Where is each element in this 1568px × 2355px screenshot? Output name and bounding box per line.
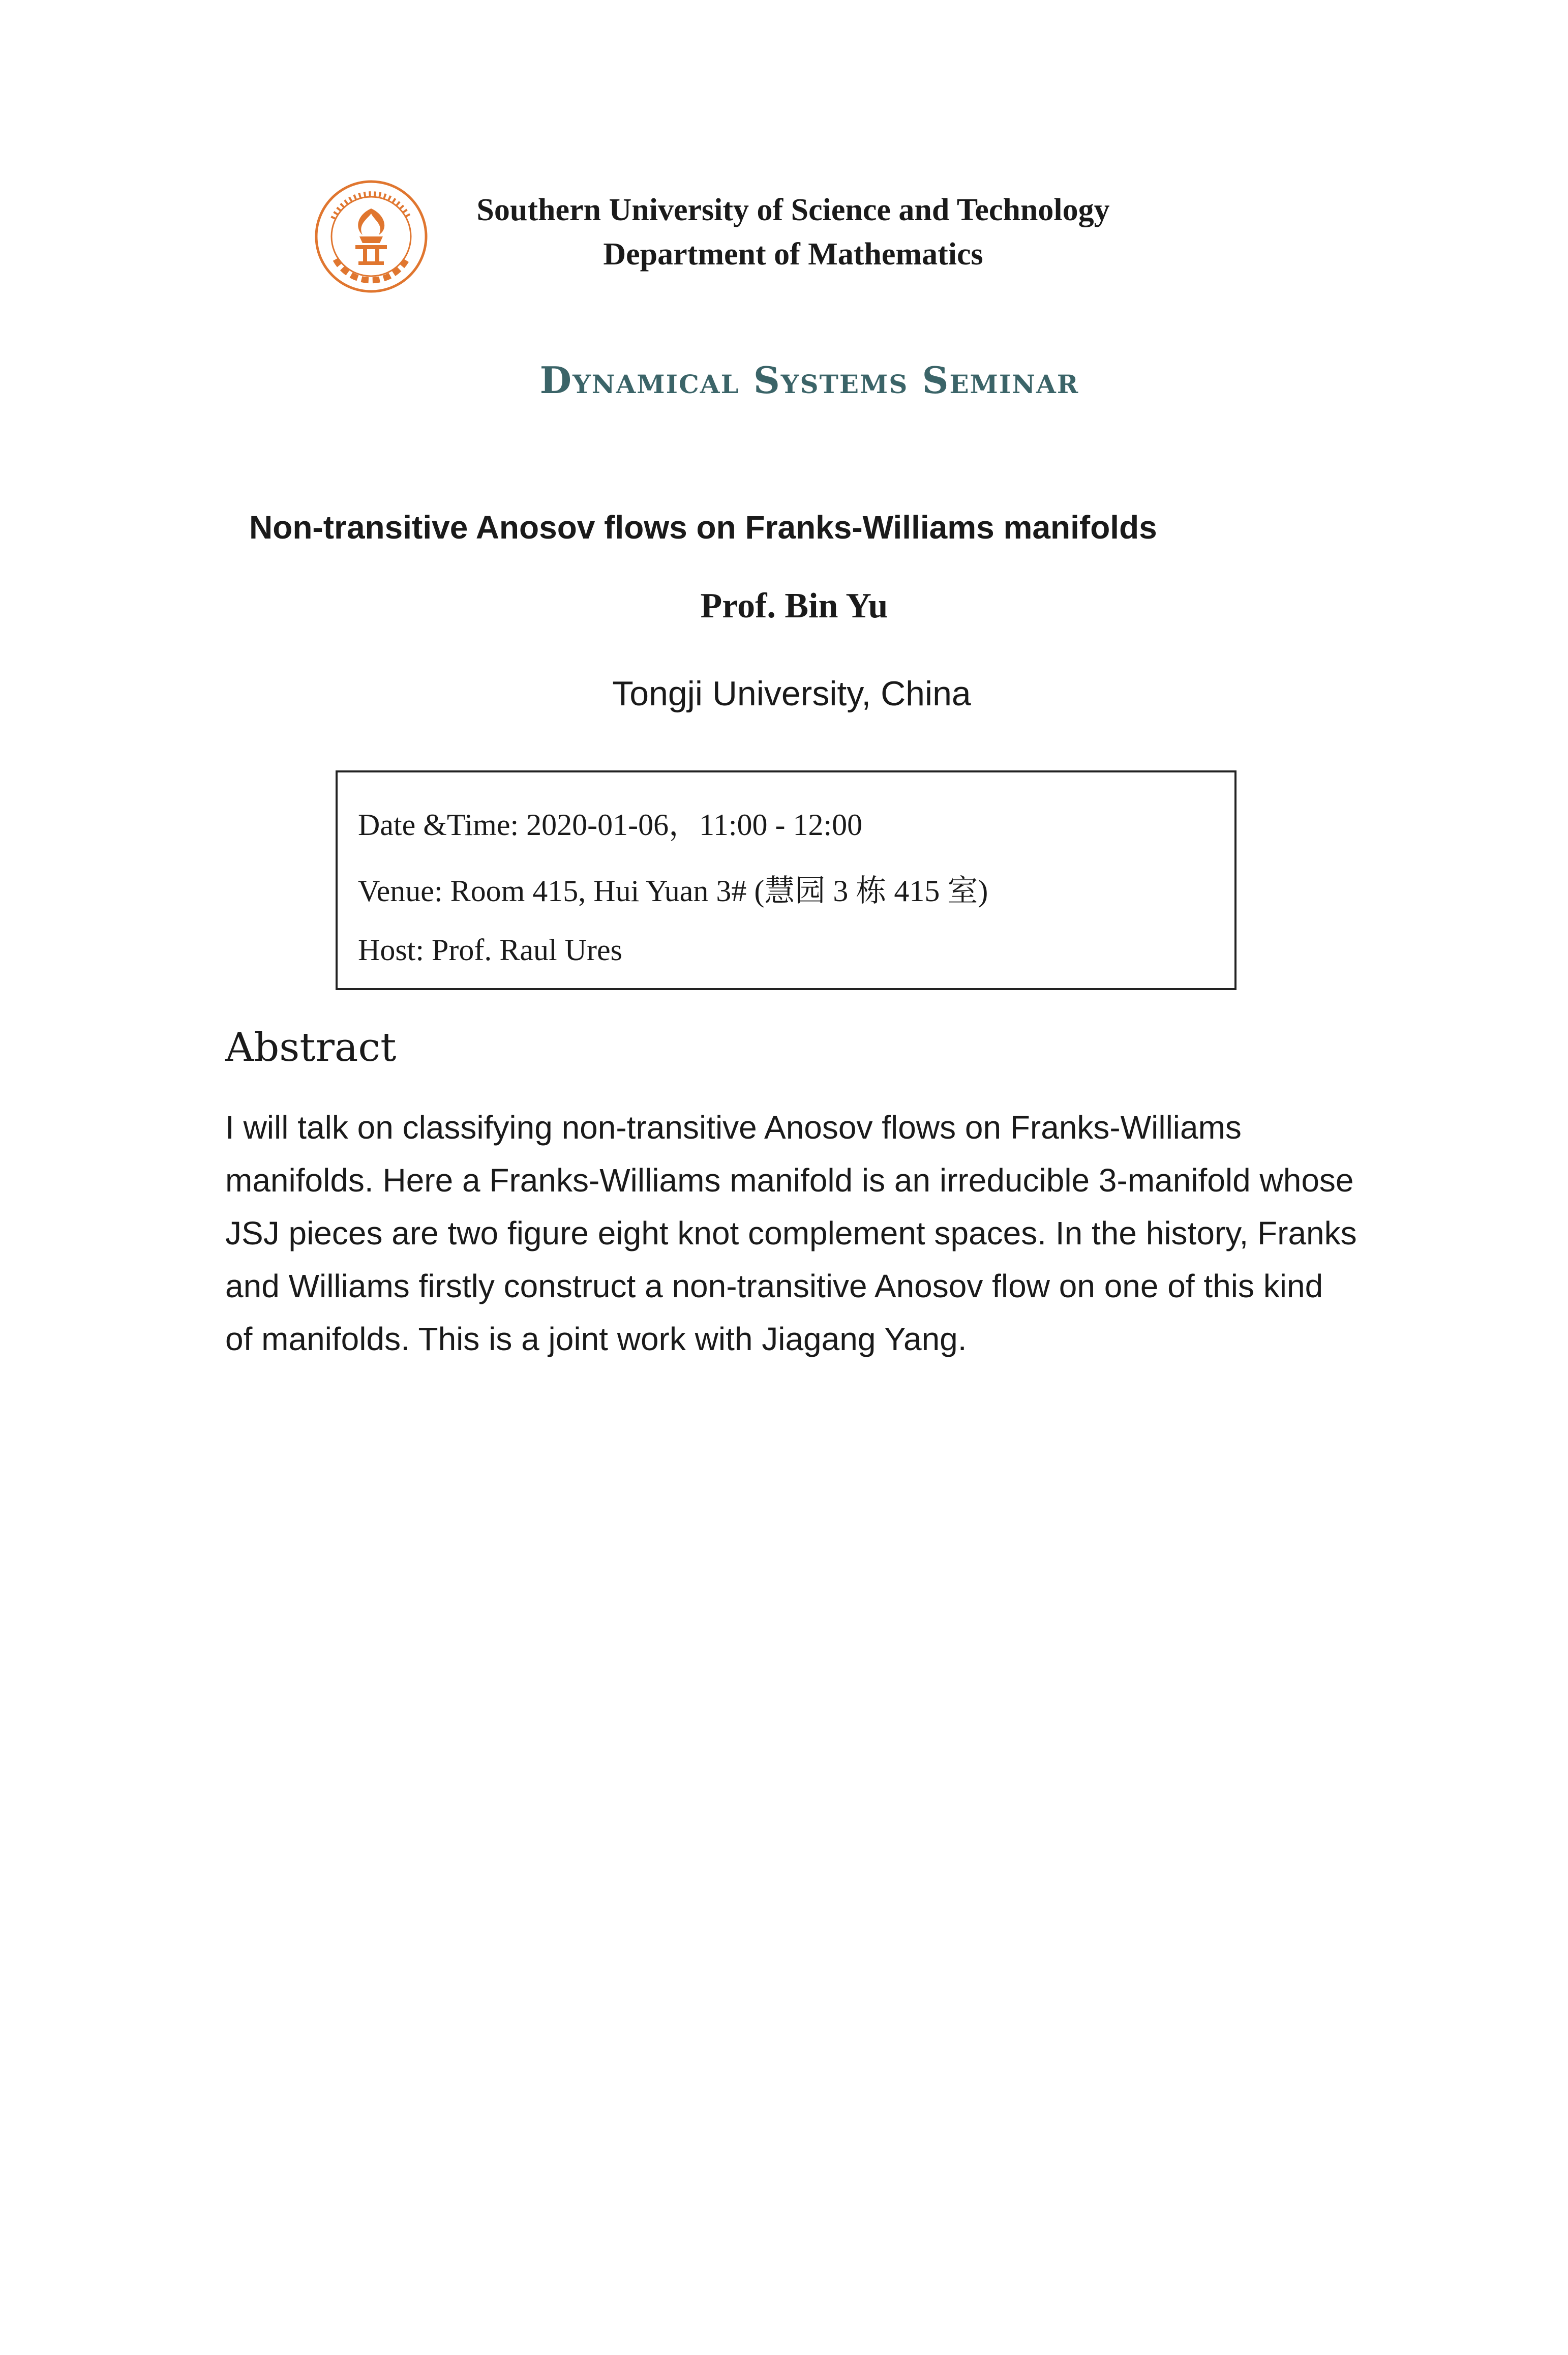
abstract-heading: Abstract	[225, 1025, 397, 1070]
seminar-title	[0, 359, 1568, 402]
seminar-title-text: Dynamical Systems Seminar	[539, 359, 1079, 402]
department-name: Department of Mathematics	[603, 236, 983, 272]
talk-title: Non-transitive Anosov flows on Franks-Williams manifolds	[249, 509, 1157, 546]
speaker-name: Prof. Bin Yu	[700, 586, 888, 625]
event-host: Host: Prof. Raul Ures	[358, 933, 622, 967]
event-venue: Venue: Room 415, Hui Yuan 3# (慧园 3 栋 415 室)	[358, 874, 988, 908]
speaker-affiliation	[0, 674, 1568, 713]
event-info-box	[336, 770, 1237, 990]
affiliation-text: Tongji University, China	[612, 674, 971, 713]
university-name: Southern University of Science and Technology	[476, 193, 1110, 227]
speaker	[0, 586, 1568, 627]
abstract-body: I will talk on classifying non-transitive Anosov flows on Franks-Williams manifolds. Here a Franks-Williams manifold is an irreducible 3-manifold whose JSJ pieces are two figure eight knot complement spaces. In the history, Franks and Williams firstly construct a non-transitive Anosov flow on one of this kind of manifolds. This is a joint work with Jiagang Yang.	[225, 1109, 1357, 1357]
institution-header	[437, 188, 1149, 277]
university-seal-icon	[313, 178, 430, 295]
event-datetime: Date &Time: 2020-01-06，11:00 - 12:00	[358, 808, 863, 842]
